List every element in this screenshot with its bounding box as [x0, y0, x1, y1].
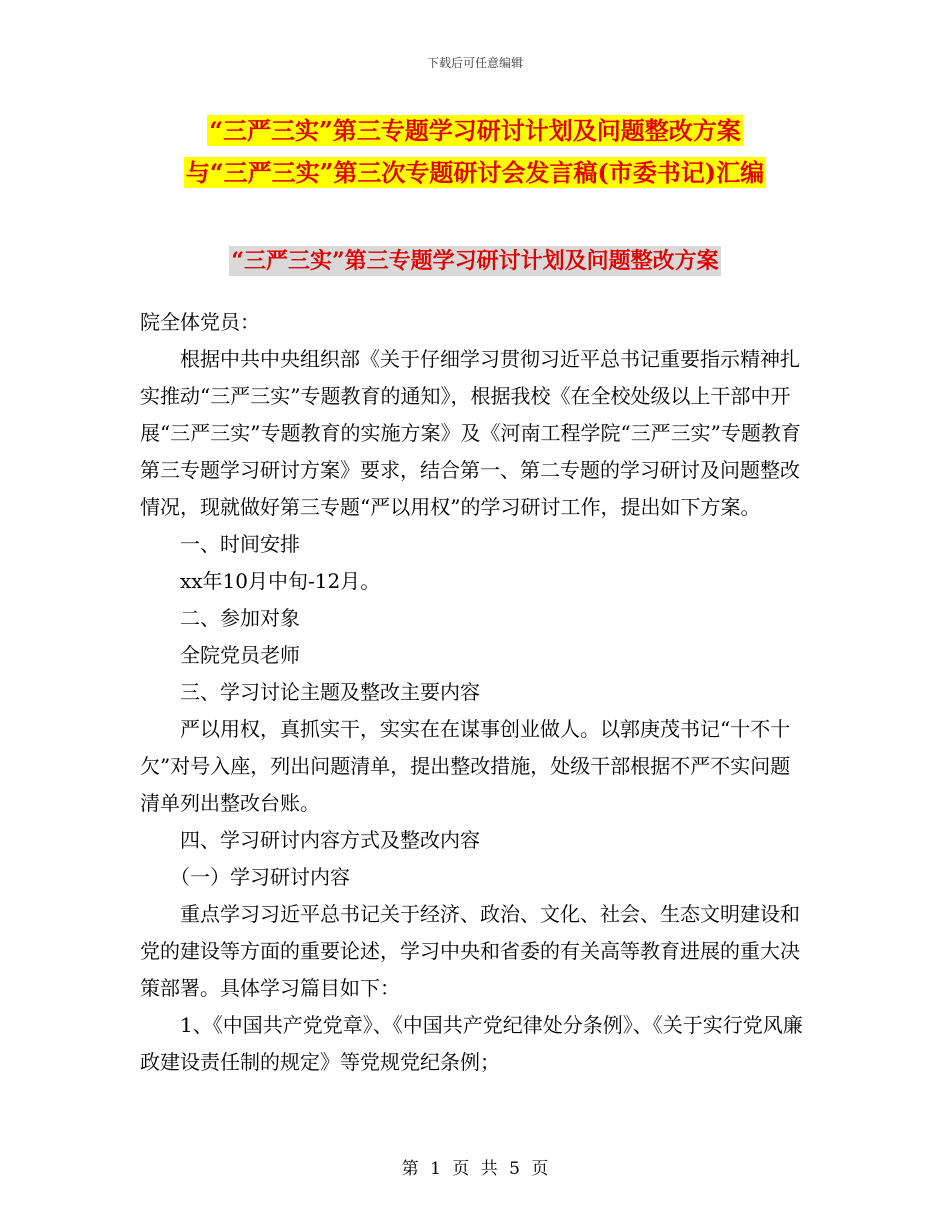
page-footer: 第 1 页 共 5 页 — [401, 1159, 549, 1179]
heading-topic: 三、学习讨论主题及整改主要内容 — [180, 680, 480, 704]
paragraph-participants: 全院党员老师 — [180, 643, 300, 667]
section-title-text: “三严三实”第三专题学习研讨计划及问题整改方案 — [231, 248, 719, 274]
subheading-study: （一）学习研讨内容 — [170, 865, 350, 889]
document-title — [140, 110, 810, 194]
heading-participants: 二、参加对象 — [180, 606, 300, 630]
paragraph-topic: 严以用权，真抓实干，实实在在谋事创业做人。以郭庚茂书记“十不十欠”对号入座，列出问题清单，提出整改措施，处级干部根据不严不实问题清单列出整改台账。 — [140, 717, 791, 815]
heading-time: 一、时间安排 — [180, 532, 300, 556]
paragraph-time: xx年10月中旬-12月。 — [180, 569, 381, 593]
heading-content: 四、学习研讨内容方式及整改内容 — [180, 828, 480, 852]
section-title — [140, 244, 810, 275]
paragraph-intro: 根据中共中央组织部《关于仔细学习贯彻习近平总书记重要指示精神扎实推动“三严三实”专题教育的通知》，根据我校《在全校处级以上干部中开展“三严三实”专题教育的实施方案》及《河南工程学院“三严三实”专题教育第三专题学习研讨方案》要求，结合第一、第二专题的学习研讨及问题整改情况，现就做好第三专题“严以用权”的学习研讨工作，提出如下方案。 — [140, 347, 801, 519]
list-item-1: 1、《中国共产党党章》、《中国共产党纪律处分条例》、《关于实行党风廉政建设责任制的规定》等党规党纪条例； — [140, 1013, 803, 1074]
title-line-2: 与“三严三实”第三次专题研讨会发言稿(市委书记)汇编 — [185, 158, 765, 187]
title-line-1: “三严三实”第三专题学习研讨计划及问题整改方案 — [209, 116, 741, 145]
paragraph-study: 重点学习习近平总书记关于经济、政治、文化、社会、生态文明建设和党的建设等方面的重要论述，学习中央和省委的有关高等教育进展的重大决策部署。具体学习篇目如下： — [140, 902, 800, 1000]
header-note: 下载后可任意编辑 — [426, 56, 523, 70]
document-body — [140, 304, 810, 1081]
salutation: 院全体党员： — [140, 310, 260, 334]
